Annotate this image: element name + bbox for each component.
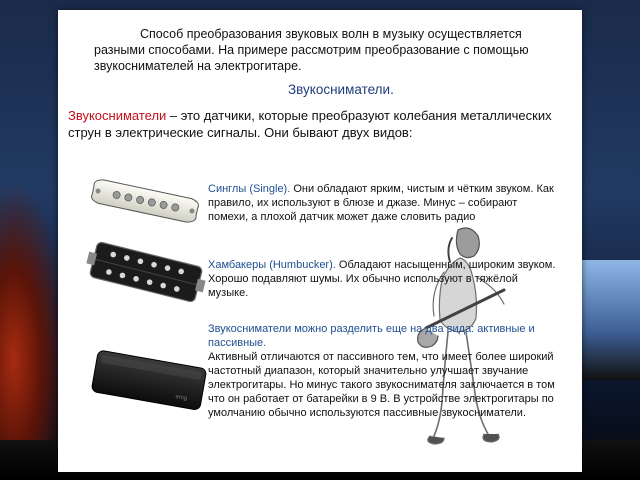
definition-term: Звукосниматели	[68, 108, 167, 123]
definition-paragraph	[68, 107, 573, 141]
humbuckers-text: Обладают насыщенным, широким звуком. Хорошо подавляют шумы. Их обычно используют в тяжёлой музыке.	[208, 259, 556, 299]
definition-text: – это датчики, которые преобразуют колебания металлических струн в электрические сигналы. Они бывают двух видов:	[68, 108, 552, 140]
slide-card	[58, 10, 582, 472]
humbuckers-description	[208, 258, 558, 300]
humbuckers-term: Хамбакеры (Humbucker).	[208, 259, 336, 271]
active-passive-heading: Звукосниматели можно разделить еще на два вида: активные и пассивные.	[208, 323, 535, 349]
active-passive-description	[208, 322, 558, 420]
svg-text:emg: emg	[174, 394, 188, 403]
singles-term: Синглы (Single).	[208, 183, 291, 195]
slide-subtitle: Звукосниматели.	[288, 82, 394, 97]
active-passive-text: Активный отличаются от пассивного тем, что имеет более широкий частотный диапазон, который значительно улучшает звучание электрогитары. Но минус такого звукоснимателя заключается в том что он работает от батарейки в 9 В. В устройстве электрогитары по умолчанию обычно используются пассивные звукосниматели.	[208, 351, 555, 419]
singles-text: Они обладают ярким, чистым и чётким звуком. Как правило, их используют в блюзе и джазе. Минус – собирают помехи, а плохой датчик может даже словить радио	[208, 183, 554, 223]
humbucker-pickup-image	[86, 242, 206, 302]
stage-light-right	[580, 260, 640, 380]
active-pickup-image	[86, 345, 211, 415]
singles-description	[208, 182, 558, 224]
intro-paragraph: Способ преобразования звуковых волн в музыку осуществляется разными способами. На примере рассмотрим преобразование с помощью звукоснимателей на электрогитаре.	[94, 27, 529, 73]
single-coil-pickup-image	[86, 173, 204, 229]
